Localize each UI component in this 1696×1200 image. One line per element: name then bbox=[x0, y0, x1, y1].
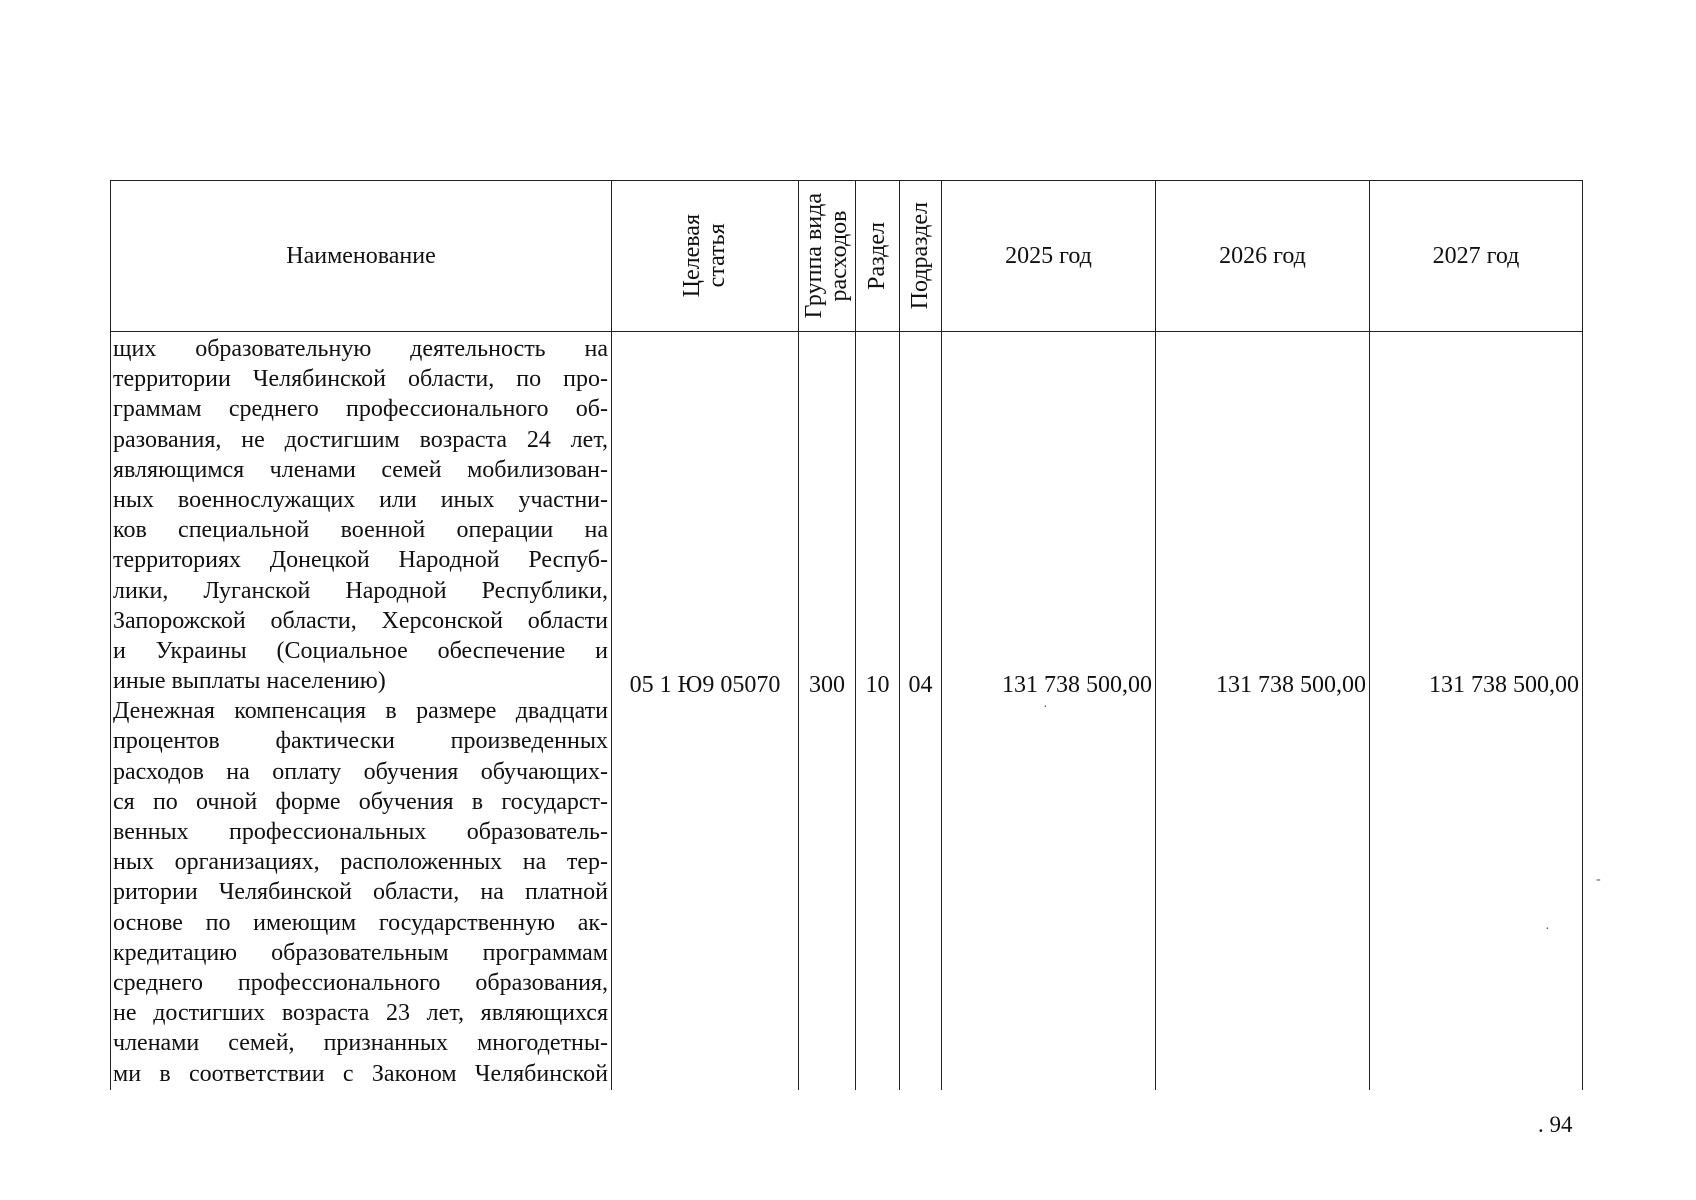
budget-table bbox=[110, 180, 1583, 1090]
scan-speck: · bbox=[1545, 922, 1550, 937]
row-name-line: ся по очной форме обучения в государст- bbox=[113, 788, 608, 815]
row-2026: 131 738 500,00 bbox=[1156, 332, 1370, 1091]
header-subsection bbox=[900, 181, 942, 332]
row-subsection: 04 bbox=[900, 332, 942, 1091]
row-section: 10 bbox=[856, 332, 900, 1091]
row-2027: 131 738 500,00 bbox=[1370, 332, 1583, 1091]
row-name-line: ных организациях, расположенных на тер- bbox=[113, 849, 608, 876]
header-name: Наименование bbox=[111, 181, 612, 332]
header-group bbox=[799, 181, 856, 332]
row-name-cell bbox=[111, 332, 612, 1091]
row-target: 05 1 Ю9 05070 bbox=[612, 332, 799, 1091]
header-target-line1: Целевая bbox=[678, 214, 705, 298]
row-name-line: расходов на оплату обучения обучающих- bbox=[113, 758, 608, 785]
row-name-line: территориях Донецкой Народной Респуб- bbox=[113, 547, 608, 574]
row-name-line: и Украины (Социальное обеспечение и bbox=[113, 637, 608, 664]
header-2027: 2027 год bbox=[1370, 181, 1583, 332]
header-target-line2: статья bbox=[704, 224, 730, 288]
header-section-text: Раздел bbox=[863, 222, 890, 290]
row-name-line: не достигших возраста 23 лет, являющихся bbox=[113, 1000, 608, 1027]
header-section bbox=[856, 181, 900, 332]
header-group-line2: расходов bbox=[826, 210, 852, 302]
row-2025: 131 738 500,00 bbox=[942, 332, 1156, 1091]
row-name-line: ми в соответствии с Законом Челябинской bbox=[113, 1060, 608, 1087]
row-name-line: лики, Луганской Народной Республики, bbox=[113, 577, 608, 604]
header-2026: 2026 год bbox=[1156, 181, 1370, 332]
row-name-line: территории Челябинской области, по про- bbox=[113, 366, 608, 393]
row-name-line: процентов фактически произведенных bbox=[113, 728, 608, 755]
row-name-line: Денежная компенсация в размере двадцати bbox=[113, 698, 608, 725]
row-name-line: кредитацию образовательным программам bbox=[113, 939, 608, 966]
row-name-line: венных профессиональных образователь- bbox=[113, 819, 608, 845]
scan-speck: · bbox=[1043, 700, 1048, 715]
row-name-line: иные выплаты населению) bbox=[113, 668, 386, 695]
row-name-text bbox=[113, 334, 608, 1089]
row-name-line: Запорожской области, Херсонской области bbox=[113, 607, 608, 634]
row-name-line: разования, не достигшим возраста 24 лет, bbox=[113, 426, 608, 453]
page-number: . 94 bbox=[1538, 1112, 1573, 1137]
table-row bbox=[111, 332, 1583, 1091]
row-name-line: основе по имеющим государственную ак- bbox=[113, 909, 608, 936]
row-name-line: ритории Челябинской области, на платной bbox=[113, 879, 608, 906]
header-2025: 2025 год bbox=[942, 181, 1156, 332]
header-group-line1: Группа вида bbox=[800, 193, 827, 319]
row-name-line: среднего профессионального образования, bbox=[113, 969, 608, 996]
row-name-line: ных военнослужащих или иных участни- bbox=[113, 486, 608, 513]
row-name-line: щих образовательную деятельность на bbox=[113, 336, 608, 362]
row-name-line: граммам среднего профессионального об- bbox=[113, 396, 608, 423]
header-subsection-text: Подраздел bbox=[906, 202, 933, 310]
scan-speck: - bbox=[1596, 872, 1601, 887]
row-name-line: являющимся членами семей мобилизован- bbox=[113, 456, 608, 483]
header-target bbox=[612, 181, 799, 332]
row-name-line: ков специальной военной операции на bbox=[113, 517, 608, 544]
header-row bbox=[111, 181, 1583, 332]
row-name-line: членами семей, признанных многодетны- bbox=[113, 1030, 608, 1057]
row-group: 300 bbox=[799, 332, 856, 1091]
